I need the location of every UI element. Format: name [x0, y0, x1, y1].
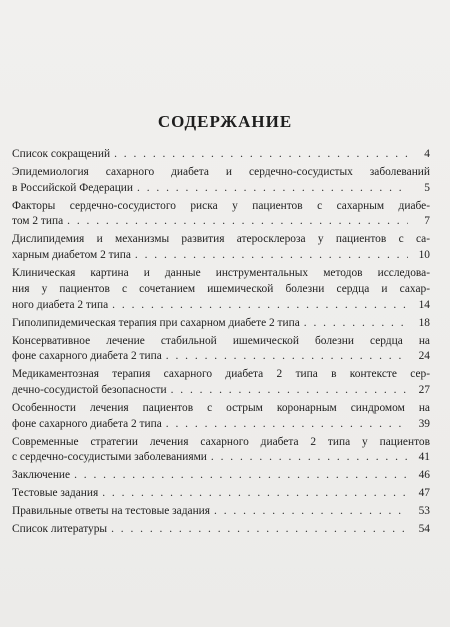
dot-leader [167, 383, 408, 399]
toc-entry-title: с сердечно-сосудистыми заболеваниями [12, 451, 207, 464]
dot-leader [70, 468, 408, 484]
toc-page-number: 53 [418, 505, 430, 518]
toc-entry-title: харным диабетом 2 типа [12, 249, 131, 262]
toc-entry[interactable] [12, 199, 430, 230]
toc-entry[interactable] [12, 232, 430, 263]
toc-entry[interactable] [12, 522, 430, 538]
toc-page-number: 14 [418, 298, 430, 311]
dot-leader [133, 181, 408, 197]
toc-entry[interactable] [12, 504, 430, 520]
toc-entry-title: Тестовые задания [12, 487, 99, 500]
toc-entry-title: Гиполипидемическая терапия при сахарном диабете 2 типа [12, 316, 300, 329]
toc-entry-title: фоне сахарного диабета 2 типа [12, 417, 162, 430]
table-of-contents [12, 147, 430, 540]
toc-page-number: 41 [418, 451, 430, 464]
dot-leader [162, 417, 408, 433]
dot-leader [98, 486, 408, 502]
toc-entry[interactable] [12, 468, 430, 484]
toc-entry[interactable] [12, 147, 430, 163]
toc-entry-title: Список сокращений [12, 148, 111, 160]
toc-entry-title: Правильные ответы на тестовые задания [12, 505, 211, 518]
dot-leader [63, 214, 408, 230]
toc-page-number: 7 [424, 215, 430, 228]
dot-leader [210, 504, 408, 520]
toc-entry[interactable] [12, 316, 430, 332]
toc-entry-title: том 2 типа [12, 215, 64, 228]
toc-entry[interactable] [12, 401, 430, 432]
toc-entry-line: Медикаментозная терапия сахарного диабета 2 типа в контексте сер- [12, 368, 430, 381]
toc-entry-title: фоне сахарного диабета 2 типа [12, 350, 162, 363]
toc-entry-title: Заключение [12, 469, 71, 482]
toc-entry-line: Современные стратегии лечения сахарного диабета 2 типа у пациентов [12, 435, 430, 448]
toc-entry-title: дечно-сосудистой безопасности [12, 383, 167, 396]
toc-page-number: 27 [418, 383, 430, 396]
toc-page-number: 10 [418, 249, 430, 262]
toc-entry[interactable] [12, 435, 430, 466]
toc-entry-title: ного диабета 2 типа [12, 298, 109, 311]
dot-leader [107, 522, 408, 538]
toc-entry-line: Клиническая картина и данные инструментальных методов исследова- [12, 267, 430, 280]
toc-page-number: 24 [418, 350, 430, 363]
page-title: СОДЕРЖАНИЕ [157, 112, 293, 131]
toc-page-number: 4 [424, 148, 430, 160]
toc-page-number: 54 [418, 523, 430, 536]
toc-entry-line: ния у пациентов с сочетанием ишемической болезни сердца и сахар- [12, 282, 430, 295]
dot-leader [131, 248, 408, 264]
toc-page-number: 46 [418, 469, 430, 482]
toc-page-number: 5 [424, 181, 430, 194]
dot-leader [162, 349, 408, 365]
toc-entry-line: Консервативное лечение стабильной ишемической болезни сердца на [12, 334, 430, 347]
toc-entry-line: Факторы сердечно-сосудистого риска у пациентов с сахарным диабе- [12, 199, 430, 212]
toc-entry[interactable] [12, 367, 430, 398]
dot-leader [108, 298, 408, 314]
toc-entry-line: Эпидемиология сахарного диабета и сердечно-сосудистых заболеваний [12, 166, 430, 178]
toc-entry[interactable] [12, 165, 430, 196]
toc-entry-line: Дислипидемия и механизмы развития атеросклероза у пациентов с са- [12, 233, 430, 246]
dot-leader [110, 147, 408, 163]
toc-entry[interactable] [12, 266, 430, 313]
toc-entry[interactable] [12, 486, 430, 502]
toc-page-number: 47 [418, 487, 430, 500]
toc-entry-line: Особенности лечения пациентов с острым коронарным синдромом на [12, 401, 430, 414]
toc-page-number: 18 [418, 316, 430, 329]
toc-entry[interactable] [12, 334, 430, 365]
toc-entry-title: в Российской Федерации [12, 181, 134, 194]
toc-page-number: 39 [418, 417, 430, 430]
dot-leader [207, 450, 408, 466]
toc-entry-title: Список литературы [12, 523, 108, 536]
dot-leader [300, 316, 408, 332]
